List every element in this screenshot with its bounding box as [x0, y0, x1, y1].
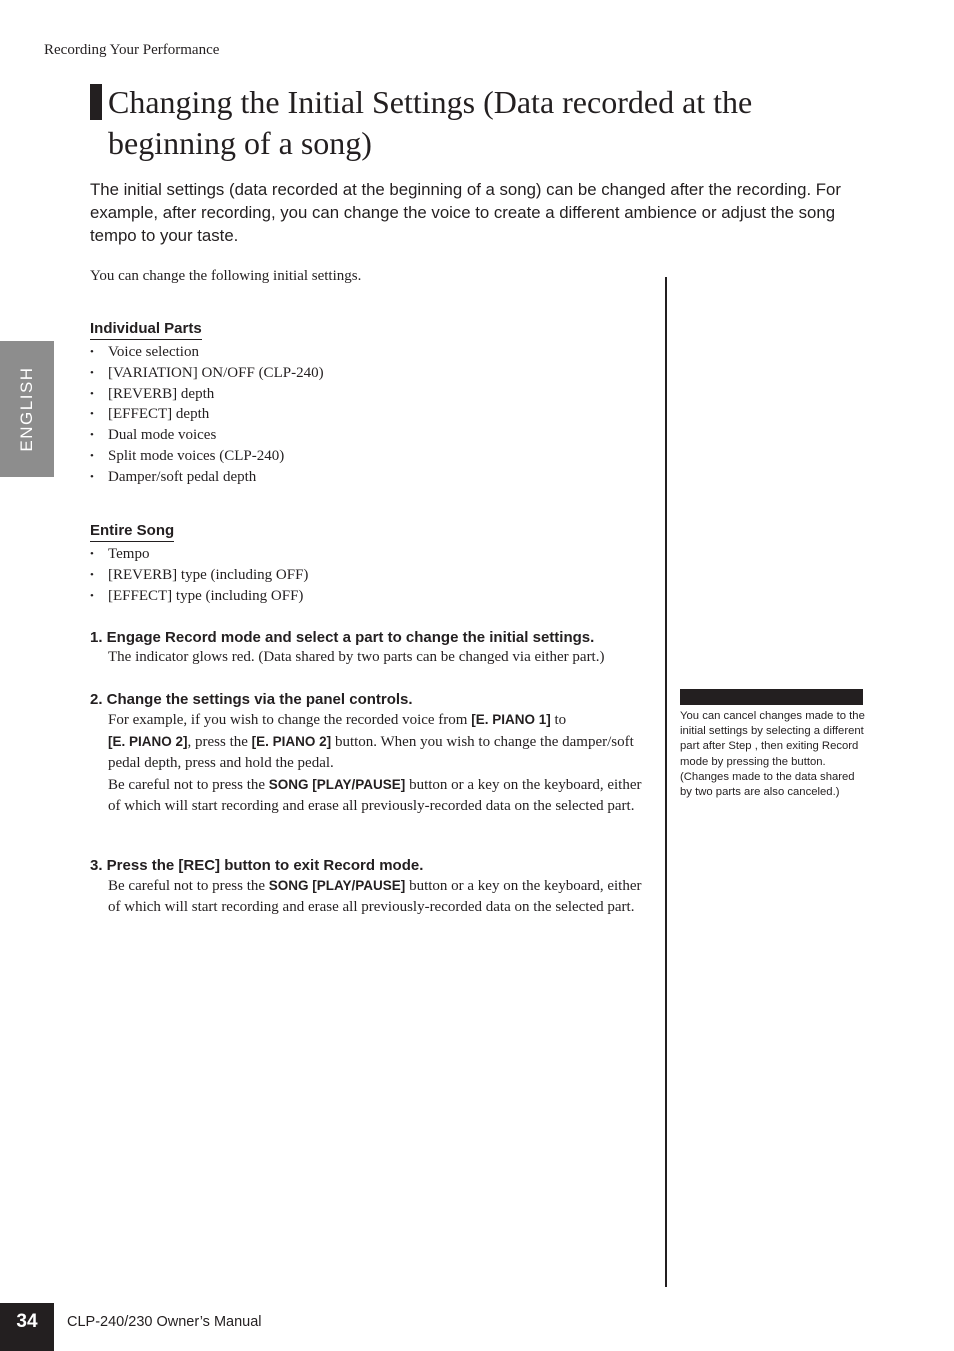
step-1-body: The indicator glows red. (Data shared by two parts can be changed via either part.): [108, 649, 605, 665]
individual-parts-heading: Individual Parts: [90, 320, 202, 340]
column-divider: [665, 277, 667, 1287]
list-item: • [EFFECT] type (including OFF): [90, 586, 650, 607]
e-piano-2-button-label: [E. PIANO 2]: [251, 734, 332, 749]
list-item: • [VARIATION] ON/OFF (CLP-240): [90, 363, 650, 384]
note-text: You can cancel changes made to the initial settings by selecting a different part after Step , then exiting Record mode by pressing the button. (Changes made to the data shared by two parts are also canceled.): [680, 710, 865, 799]
step-3-text: button or a key on the keyboard, either of which will start recording and erase all previously-recorded data on the selected part.: [108, 878, 642, 915]
step-3: [90, 857, 650, 918]
list-item: • Split mode voices (CLP-240): [90, 446, 650, 467]
step-2-body: [90, 709, 650, 817]
song-play-pause-button-label: SONG [PLAY/PAUSE]: [268, 878, 406, 893]
list-item: • [REVERB] type (including OFF): [90, 565, 650, 586]
entire-song-section: [90, 522, 650, 606]
language-tab-label: ENGLISH: [17, 366, 36, 452]
lead-text: You can change the following initial settings.: [90, 268, 362, 284]
language-tab: [0, 341, 54, 477]
step-2-text: , press the: [187, 734, 252, 750]
footer-manual-title: CLP-240/230 Owner’s Manual: [67, 1314, 262, 1330]
step-2-title: 2. Change the settings via the panel controls.: [90, 691, 413, 708]
page-number-box: [0, 1303, 54, 1351]
individual-parts-list: [90, 342, 650, 488]
list-item: • [REVERB] depth: [90, 384, 650, 405]
list-item: • Tempo: [90, 544, 650, 565]
step-2-text: to: [550, 712, 567, 728]
list-item: • Damper/soft pedal depth: [90, 467, 650, 488]
title-marker: [90, 84, 102, 120]
step-2-text: Be careful not to press the: [108, 777, 269, 793]
step-2-text: button or a key on the keyboard, either of which will start recording and erase all previously-recorded data on the selected part.: [108, 777, 642, 814]
step-3-title: 3. Press the [REC] button to exit Record mode.: [90, 857, 424, 874]
entire-song-list: [90, 544, 650, 606]
list-item: • Voice selection: [90, 342, 650, 363]
list-item: • [EFFECT] depth: [90, 404, 650, 425]
section-header: Recording Your Performance: [44, 42, 220, 58]
entire-song-heading: Entire Song: [90, 522, 174, 542]
step-2-text: For example, if you wish to change the recorded voice from: [108, 712, 472, 728]
step-3-body: [90, 875, 650, 918]
step-3-text: Be careful not to press the: [108, 878, 269, 894]
step-2: [90, 691, 650, 817]
page-title: Changing the Initial Settings (Data recorded at the beginning of a song): [108, 84, 753, 161]
page-number: 34: [16, 1311, 38, 1332]
individual-parts-section: [90, 320, 650, 488]
intro-paragraph: The initial settings (data recorded at the beginning of a song) can be changed after the recording. For example, after recording, you can change the voice to create a different ambience or adjust the song tempo to your taste.: [90, 180, 841, 245]
e-piano-2-button-label: [E. PIANO 2]: [108, 734, 188, 749]
note-header-bar: [680, 689, 863, 705]
step-2-text: button. When you wish to change the damper/soft pedal depth, press and hold the pedal.: [108, 734, 634, 771]
e-piano-1-button-label: [E. PIANO 1]: [471, 712, 551, 727]
song-play-pause-button-label: SONG [PLAY/PAUSE]: [268, 777, 406, 792]
step-1: [90, 629, 650, 668]
list-item: • Dual mode voices: [90, 425, 650, 446]
step-1-title: 1. Engage Record mode and select a part to change the initial settings.: [90, 629, 595, 646]
